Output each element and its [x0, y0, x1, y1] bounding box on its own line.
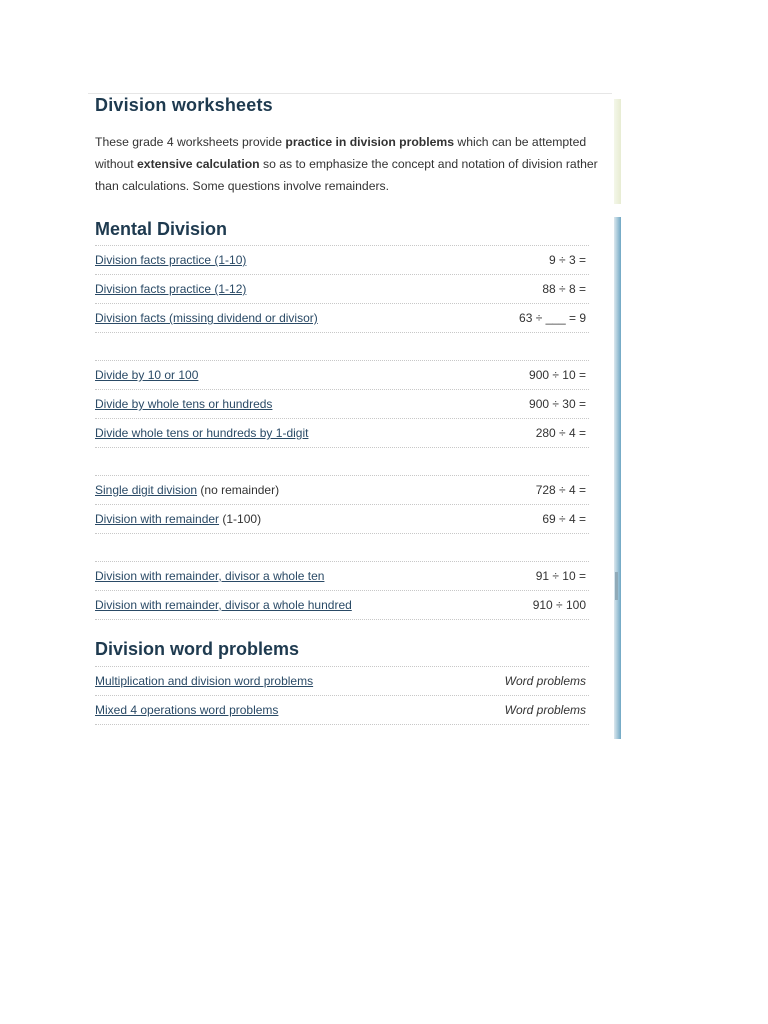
word-problems-heading: Division word problems: [95, 639, 300, 659]
worksheet-row: [95, 303, 589, 333]
worksheet-link[interactable]: Divide by 10 or 100: [95, 368, 199, 382]
worksheet-row: [95, 666, 589, 695]
intro-text-2: which can be attempted without: [95, 135, 587, 171]
example-problem: 91 ÷ 10 =: [535, 569, 586, 583]
worksheet-row: [95, 418, 589, 448]
sidebar-accent-top: [614, 99, 621, 204]
row-note: (no remainder): [197, 483, 280, 497]
example-problem: Word problems: [504, 703, 586, 717]
example-problem: 910 ÷ 100: [532, 598, 586, 612]
worksheet-link[interactable]: Divide whole tens or hundreds by 1-digit: [95, 426, 309, 440]
worksheet-snippet: [80, 93, 620, 738]
intro-text-1: These grade 4 worksheets provide: [95, 135, 286, 149]
worksheet-link[interactable]: Divide by whole tens or hundreds: [95, 397, 273, 411]
worksheet-link[interactable]: Mixed 4 operations word problems: [95, 703, 279, 717]
worksheet-row: [95, 695, 589, 725]
example-problem: 63 ÷ ___ = 9: [519, 311, 586, 325]
worksheet-row: [95, 561, 589, 590]
intro-bold-1: practice in division problems: [285, 135, 455, 149]
worksheet-row: [95, 590, 589, 620]
worksheet-link[interactable]: Division facts (missing dividend or divisor): [95, 311, 318, 325]
row-note: (1-100): [219, 512, 262, 526]
top-divider: [88, 93, 612, 94]
example-problem: 9 ÷ 3 =: [549, 253, 586, 267]
worksheet-link[interactable]: Division facts practice (1-10): [95, 253, 247, 267]
worksheet-row: [95, 245, 589, 274]
sidebar-accent-bar: [614, 217, 621, 739]
example-problem: 900 ÷ 30 =: [529, 397, 586, 411]
worksheet-link[interactable]: Multiplication and division word problems: [95, 674, 314, 688]
worksheet-row: [95, 475, 589, 504]
worksheet-row: [95, 504, 589, 534]
worksheet-link[interactable]: Division with remainder, divisor a whole ten: [95, 569, 325, 583]
mental-division-heading: Mental Division: [95, 219, 228, 239]
page-title: Division worksheets: [95, 95, 273, 115]
worksheet-row: [95, 274, 589, 303]
intro-bold-2: extensive calculation: [137, 157, 260, 171]
intro-paragraph: [95, 131, 600, 197]
worksheet-link[interactable]: Single digit division: [95, 483, 198, 497]
example-problem: 900 ÷ 10 =: [529, 368, 586, 382]
intro-text-3: so as to emphasize the concept and notation of division rather than calculations. Some questions involve remainders.: [95, 157, 598, 193]
example-problem: 69 ÷ 4 =: [542, 512, 586, 526]
worksheet-link[interactable]: Division with remainder, divisor a whole hundred: [95, 598, 352, 612]
example-problem: 728 ÷ 4 =: [535, 483, 586, 497]
worksheet-link[interactable]: Division with remainder: [95, 512, 220, 526]
example-problem: 280 ÷ 4 =: [535, 426, 586, 440]
worksheet-row: [95, 360, 589, 389]
worksheet-link[interactable]: Division facts practice (1-12): [95, 282, 247, 296]
example-problem: 88 ÷ 8 =: [542, 282, 586, 296]
example-problem: Word problems: [504, 674, 586, 688]
worksheet-row: [95, 389, 589, 418]
